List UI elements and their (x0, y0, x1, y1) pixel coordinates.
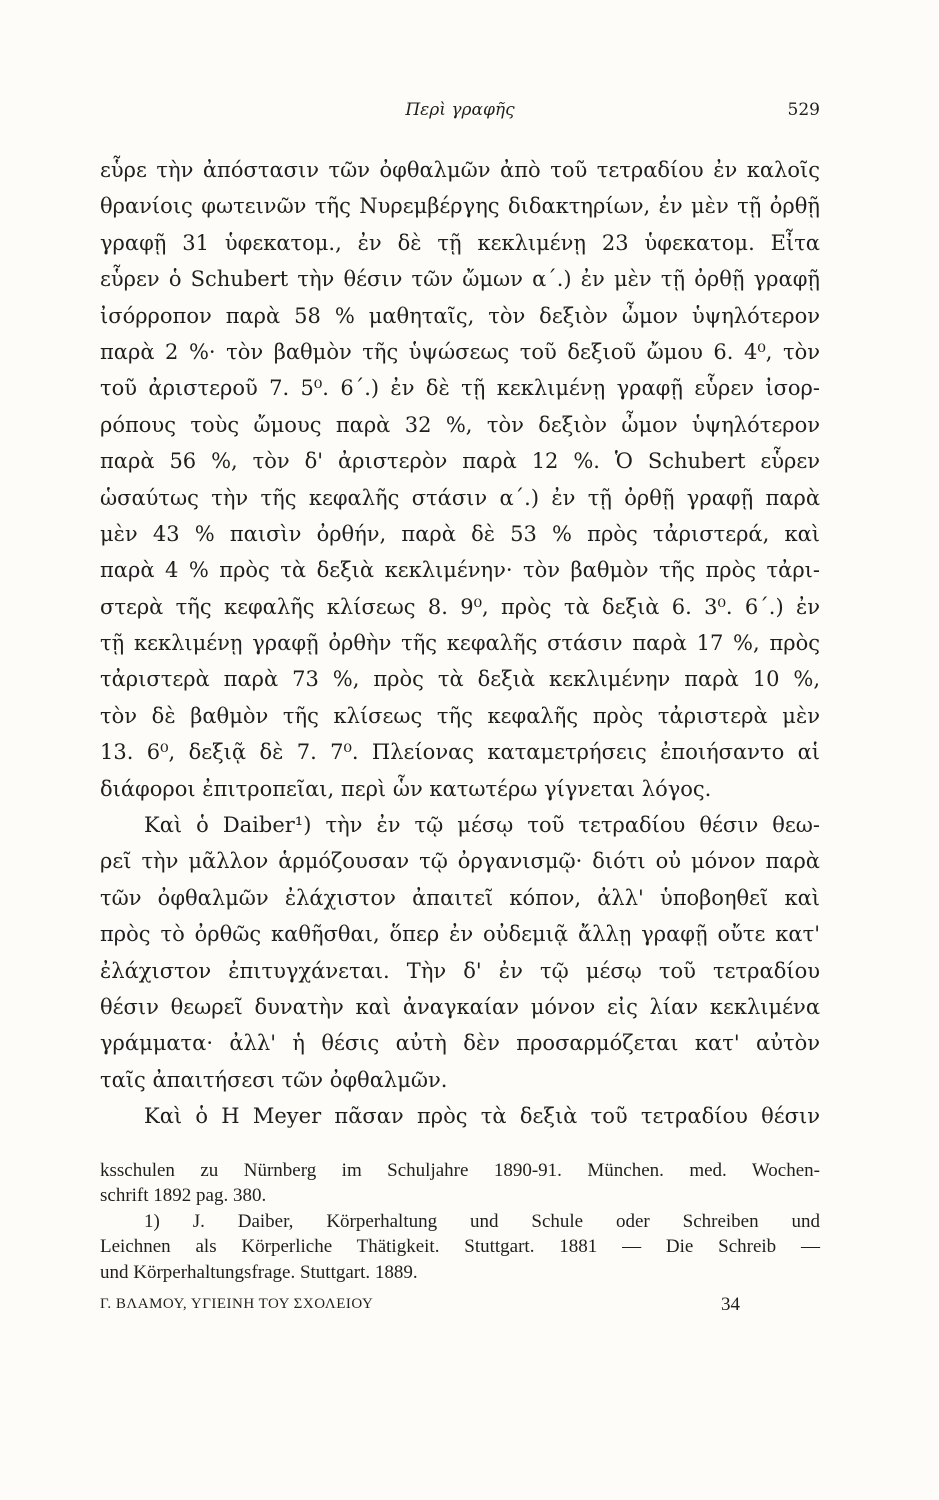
page-number: 529 (787, 100, 820, 120)
running-title: Περὶ γραφῆς (405, 100, 515, 120)
text-line: τῶν ὀφθαλμῶν ἐλάχιστον ἀπαιτεῖ κόπον, ἀλλ' ὑποβοηθεῖ καὶ (100, 885, 820, 910)
text-line: θέσιν θεωρεῖ δυνατὴν καὶ ἀναγκαίαν μόνον εἰς λίαν κεκλιμένα (100, 994, 820, 1019)
footnotes (100, 1158, 820, 1285)
text-line: ρόπους τοὺς ὤμους παρὰ 32 %, τὸν δεξιὸν ὦμον ὑψηλότερον (100, 412, 820, 437)
text-line: γράμματα· ἀλλ' ἡ θέσις αὐτὴ δὲν προσαρμόζεται κατ' αὐτὸν (100, 1031, 820, 1056)
text-line: εὗρεν ὁ Schubert τὴν θέσιν τῶν ὤμων α΄.) ἐν μὲν τῇ ὀρθῇ γραφῇ (100, 267, 820, 292)
text-line: παρὰ 2 %· τὸν βαθμὸν τῆς ὑψώσεως τοῦ δεξιοῦ ὤμου 6. 4⁰, τὸν (100, 339, 820, 364)
text-line: θρανίοις φωτεινῶν τῆς Νυρεμβέργης διδακτηρίων, ἐν μὲν τῇ ὀρθῇ (100, 194, 820, 219)
text-line: διάφοροι ἐπιτροπεῖαι, περὶ ὧν κατωτέρω γίγνεται λόγος. (100, 776, 712, 801)
signature-line (100, 1296, 820, 1326)
footnote-line: Leichnen als Körperliche Thätigkeit. Stuttgart. 1881 — Die Schreib — (100, 1236, 820, 1258)
text-line: 13. 6⁰, δεξιᾷ δὲ 7. 7⁰. Πλείονας καταμετρήσεις ἐποιήσαντο αἱ (100, 740, 820, 765)
text-line: ρεῖ τὴν μᾶλλον ἁρμόζουσαν τῷ ὀργανισμῷ· διότι οὐ μόνον παρὰ (100, 849, 820, 874)
text-line: Καὶ ὁ H Meyer πᾶσαν πρὸς τὰ δεξιὰ τοῦ τετραδίου θέσιν (144, 1104, 820, 1129)
main-text (100, 152, 820, 1135)
text-line: τἀριστερὰ παρὰ 73 %, πρὸς τὰ δεξιὰ κεκλιμένην παρὰ 10 %, (100, 667, 820, 692)
text-line: γραφῇ 31 ὑφεκατομ., ἐν δὲ τῇ κεκλιμένῃ 23 ὑφεκατομ. Εἶτα (100, 230, 820, 255)
footnote-line: 1) J. Daiber, Körperhaltung und Schule oder Schreiben und (144, 1210, 820, 1232)
text-line: τῇ κεκλιμένῃ γραφῇ ὀρθὴν τῆς κεφαλῆς στάσιν παρὰ 17 %, πρὸς (100, 631, 820, 656)
footnote-line: und Körperhaltungsfrage. Stuttgart. 1889. (100, 1261, 418, 1283)
text-line: εὗρε τὴν ἀπόστασιν τῶν ὀφθαλμῶν ἀπὸ τοῦ τετραδίου ἐν καλοῖς (100, 158, 820, 182)
footnote-line: schrift 1892 pag. 380. (100, 1185, 267, 1207)
footnote-line: ksschulen zu Nürnberg im Schuljahre 1890-91. München. med. Wochen- (100, 1160, 820, 1181)
text-line: πρὸς τὸ ὀρθῶς καθῆσθαι, ὅπερ ἐν οὐδεμιᾷ ἄλλῃ γραφῇ οὔτε κατ' (100, 922, 820, 947)
text-line: τοῦ ἀριστεροῦ 7. 5⁰. 6΄.) ἐν δὲ τῇ κεκλιμένῃ γραφῇ εὗρεν ἰσορ- (100, 376, 820, 401)
text-line: ταῖς ἀπαιτήσεσι τῶν ὀφθαλμῶν. (100, 1067, 448, 1092)
text-line: ὡσαύτως τὴν τῆς κεφαλῆς στάσιν α΄.) ἐν τῇ ὀρθῇ γραφῇ παρὰ (100, 485, 820, 510)
text-line: τὸν δὲ βαθμὸν τῆς κλίσεως τῆς κεφαλῆς πρὸς τἀριστερὰ μὲν (100, 703, 820, 728)
text-line: ἐλάχιστον ἐπιτυγχάνεται. Τὴν δ' ἐν τῷ μέσῳ τοῦ τετραδίου (100, 958, 820, 983)
text-line: παρὰ 56 %, τὸν δ' ἀριστερὸν παρὰ 12 %. Ὁ Schubert εὗρεν (100, 449, 820, 474)
text-line: ἰσόρροπον παρὰ 58 % μαθηταῖς, τὸν δεξιὸν ὦμον ὑψηλότερον (100, 303, 820, 328)
text-line: παρὰ 4 % πρὸς τὰ δεξιὰ κεκλιμένην· τὸν βαθμὸν τῆς πρὸς τἀρι- (100, 558, 820, 583)
running-head (100, 100, 820, 136)
printer-signature: Γ. ΒΛΑΜΟΥ, ΥΓΙΕΙΝΗ ΤΟΥ ΣΧΟΛΕΙΟΥ (100, 1296, 374, 1312)
sheet-number: 34 (721, 1294, 740, 1315)
text-line: στερὰ τῆς κεφαλῆς κλίσεως 8. 9⁰, πρὸς τὰ δεξιὰ 6. 3⁰. 6΄.) ἐν (100, 594, 820, 619)
text-line: μὲν 43 % παισὶν ὀρθήν, παρὰ δὲ 53 % πρὸς τἀριστερά, καὶ (100, 521, 820, 546)
text-line: Καὶ ὁ Daiber¹) τὴν ἐν τῷ μέσῳ τοῦ τετραδίου θέσιν θεω- (144, 813, 820, 838)
